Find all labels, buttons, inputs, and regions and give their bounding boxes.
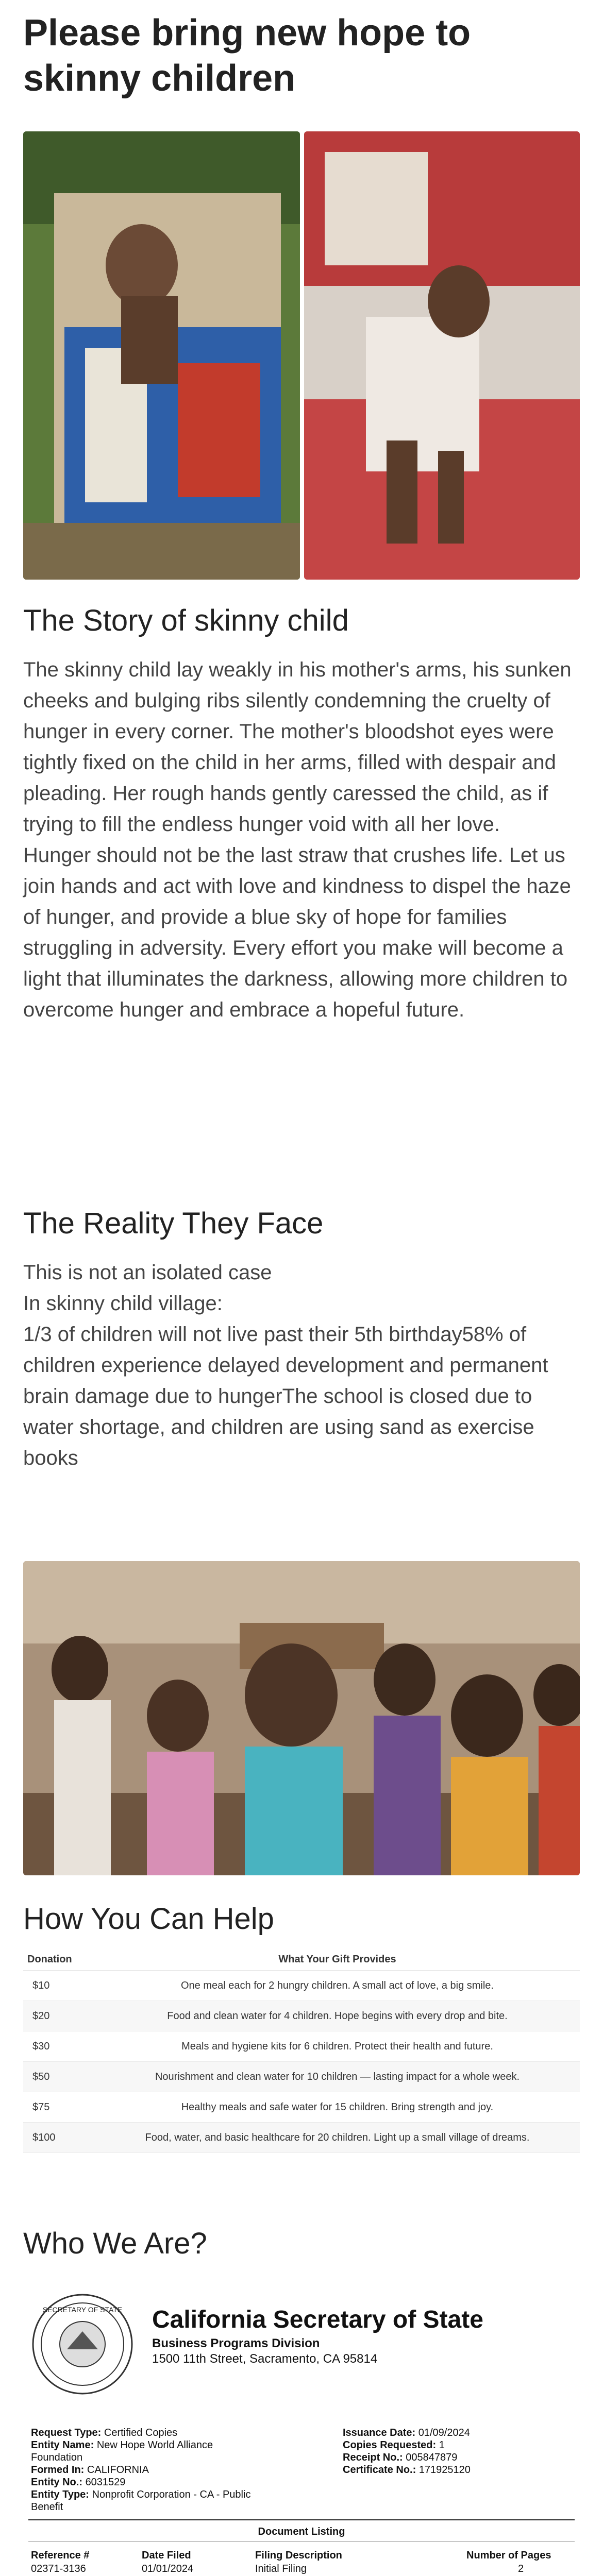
issuance-date: 01/09/2024 — [418, 2427, 470, 2438]
donation-amount: $20 — [23, 2001, 95, 2031]
story-heading: The Story of skinny child — [23, 604, 349, 637]
certificate-address: 1500 11th Street, Sacramento, CA 95814 — [152, 2352, 378, 2366]
reality-section — [23, 1206, 580, 1242]
document-listing-title: Document Listing — [258, 2526, 345, 2537]
row-reference: 02371-3136 — [31, 2563, 86, 2574]
table-row — [23, 2092, 580, 2123]
certificate-division: Business Programs Division — [152, 2336, 320, 2350]
donation-table-wrap — [23, 1948, 580, 2153]
who-heading: Who We Are? — [23, 2227, 207, 2260]
entity-name: New Hope World Alliance Foundation — [31, 2439, 213, 2463]
title-section — [23, 10, 580, 101]
who-section — [23, 2226, 580, 2262]
cert-certificate-no: 171925120 — [418, 2464, 471, 2476]
story-paragraph-1: The skinny child lay weakly in his mother's arms, his sunken cheeks and bulging ribs silently condemning the cruelty of hunger in every corner. The mother's bloodshot eyes were tightly fixed on the child in her arms, filled with despair and pleading. Her rough hands gently caressed the child, as if trying to fill the endless hunger void with all her love. — [23, 658, 572, 836]
col-reference: Reference # — [31, 2550, 90, 2561]
donation-amount: $75 — [23, 2092, 95, 2123]
col-filing-description: Filing Description — [255, 2550, 342, 2561]
reality-line-3: 1/3 of children will not live past their 5th birthday58% of children experience delayed development and permanent brain damage due to hungerThe school is closed due to water shortage, and children are using sand as exercise books — [23, 1323, 548, 1469]
row-pages: 2 — [518, 2563, 524, 2574]
page-title: Please bring new hope to skinny children — [23, 12, 471, 99]
help-heading: How You Can Help — [23, 1902, 274, 1936]
reality-line-2: In skinny child village: — [23, 1292, 223, 1315]
donation-desc: Healthy meals and safe water for 15 children. Bring strength and joy. — [95, 2092, 580, 2123]
donation-amount: $50 — [23, 2062, 95, 2092]
reality-heading: The Reality They Face — [23, 1207, 324, 1240]
donation-amount: $100 — [23, 2123, 95, 2153]
donation-table-header — [23, 1948, 580, 1971]
reality-body — [23, 1257, 580, 1473]
donation-desc: Nourishment and clean water for 10 children — lasting impact for a whole week. — [95, 2062, 580, 2092]
row-filing-description: Initial Filing — [255, 2563, 307, 2574]
story-paragraph-2: Hunger should not be the last straw that crushes life. Let us join hands and act with love and kindness to dispel the haze of hunger, and provide a blue sky of hope for families struggling in adversity. Every effort you make will become a light that illuminates the darkness, allowing more children to overcome hunger and embrace a hopeful future. — [23, 844, 571, 1021]
donation-desc: Meals and hygiene kits for 6 children. Protect their health and future. — [95, 2031, 580, 2062]
donation-desc: Food and clean water for 4 children. Hope begins with every drop and bite. — [95, 2001, 580, 2031]
photo-child-in-bed — [304, 131, 580, 580]
col-date-filed: Date Filed — [142, 2550, 191, 2561]
secretary-of-state-logo — [31, 2293, 134, 2396]
svg-text:SECRETARY OF STATE: SECRETARY OF STATE — [42, 2306, 123, 2314]
donation-amount: $10 — [23, 1971, 95, 2001]
row-date-filed: 01/01/2024 — [142, 2563, 194, 2574]
donation-desc: One meal each for 2 hungry children. A small act of love, a big smile. — [95, 1971, 580, 2001]
help-section — [23, 1901, 580, 1937]
table-row — [23, 2123, 580, 2153]
receipt-no: 005847879 — [406, 2452, 458, 2463]
copies-requested: 1 — [439, 2439, 445, 2451]
story-section — [23, 603, 580, 639]
formed-in: CALIFORNIA — [87, 2464, 149, 2476]
certificate-document: SECRETARY OF STATE California Secretary of State Business Programs Division 1500 11th Street, Sacramento, CA 95814 Request Type: Certified Copies Entity Name: New Hope World Alliance Foundation Formed In: CALIFORNIA Entity No.: 6031529 Entity Type: Nonprofit Corporation - CA - Public Benefit Issuance Date: 01/09/2024 Copies Requested: 1 Receipt No.: 005847879 Certificate No.: 171925120 Document Listing Reference # Date Filed Filing Description Number of Pages 02371-3136 01/01/2024 Initial Filing 2 — [23, 2277, 580, 2576]
donation-desc: Food, water, and basic healthcare for 20 children. Light up a small village of dreams. — [95, 2123, 580, 2153]
table-row — [23, 1971, 580, 2001]
photo-group-of-children — [23, 1561, 580, 1875]
entity-type: Nonprofit Corporation - CA - Public Benefit — [31, 2489, 251, 2513]
divider — [28, 2519, 575, 2520]
cert-entity-no: 6031529 — [85, 2477, 126, 2488]
donation-amount: $30 — [23, 2031, 95, 2062]
certificate-title: California Secretary of State — [152, 2306, 483, 2333]
table-row — [23, 2001, 580, 2031]
table-row — [23, 2062, 580, 2092]
photo-child-on-blanket — [23, 131, 300, 580]
story-body — [23, 654, 580, 1025]
col-gift: What Your Gift Provides — [95, 1948, 580, 1971]
donation-table — [23, 1948, 580, 2153]
request-type: Certified Copies — [104, 2427, 178, 2438]
col-pages: Number of Pages — [466, 2550, 551, 2561]
col-donation: Donation — [23, 1948, 95, 1971]
table-row — [23, 2031, 580, 2062]
reality-line-1: This is not an isolated case — [23, 1261, 272, 1284]
